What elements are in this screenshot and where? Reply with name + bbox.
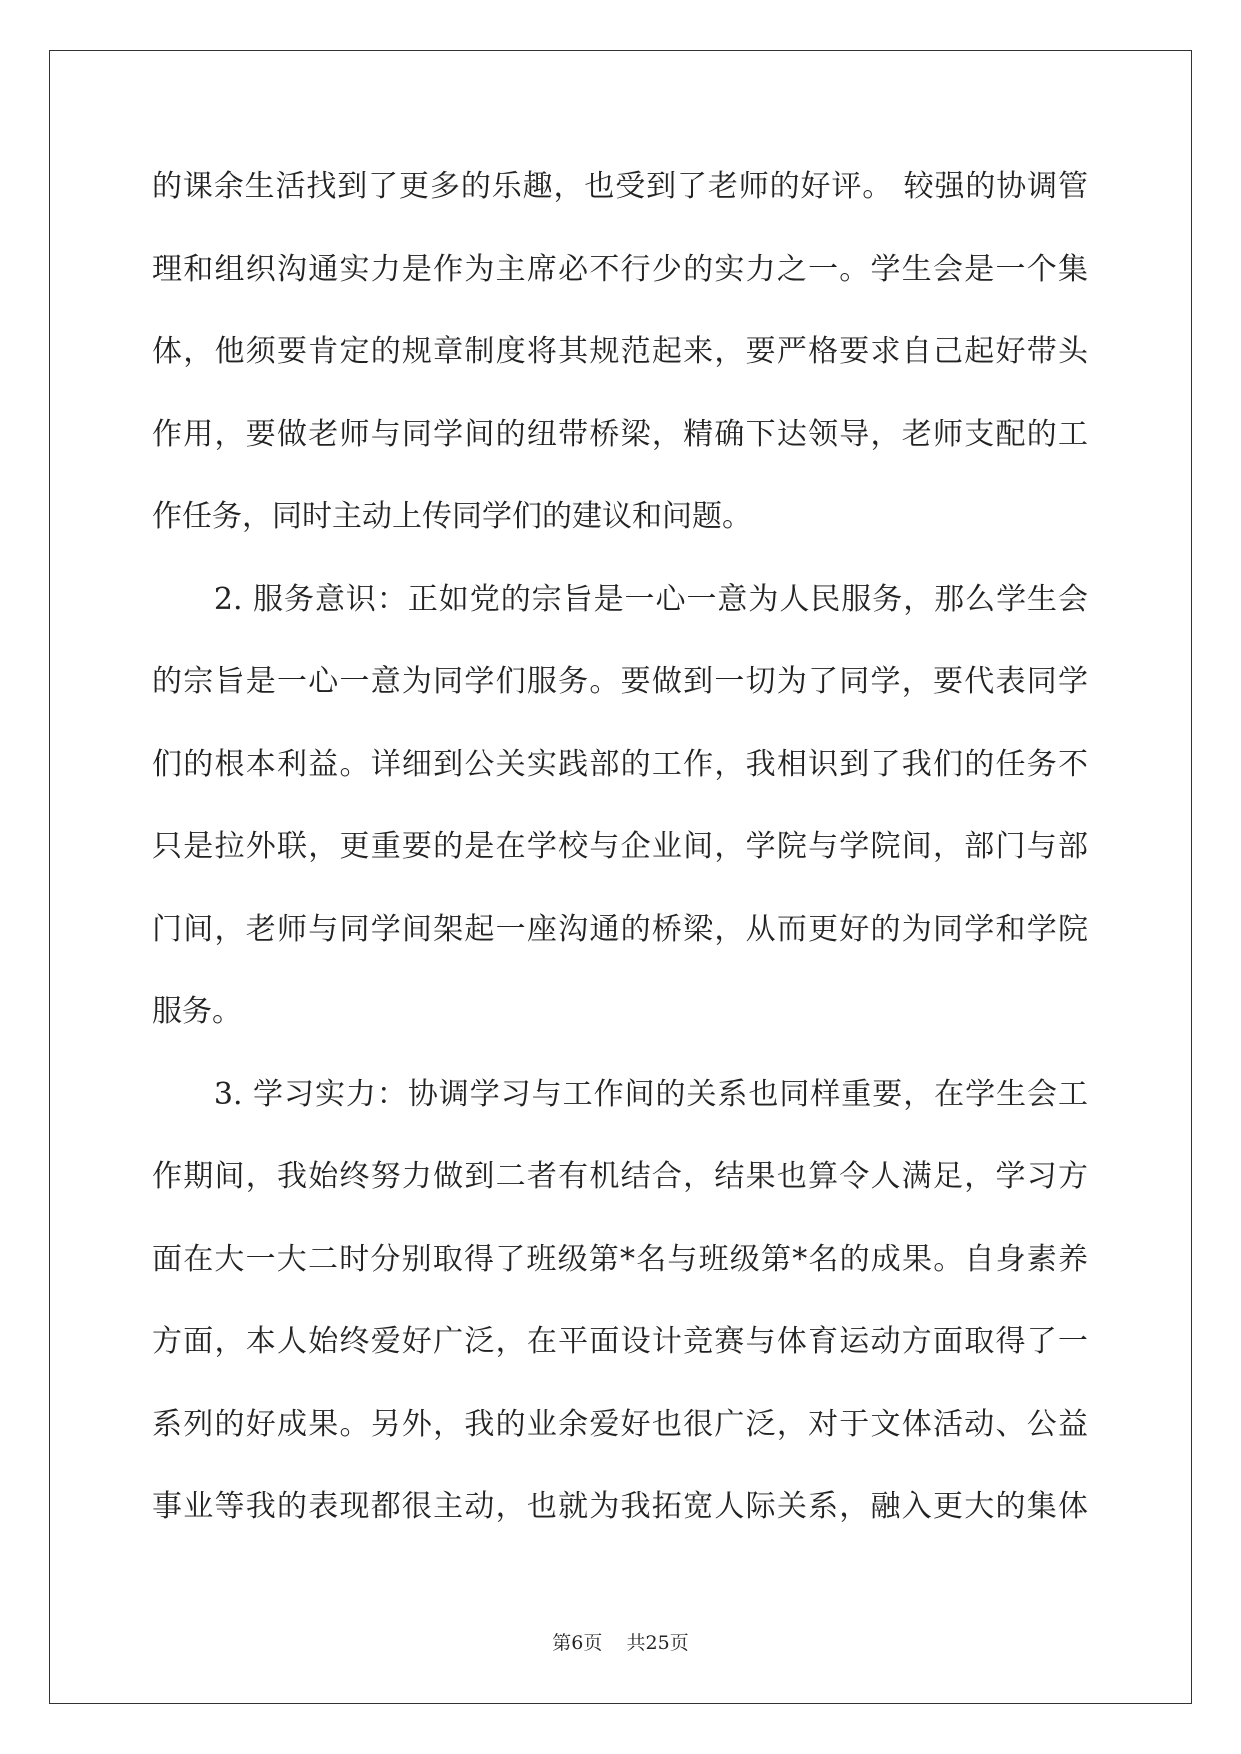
text-line: 方面，本人始终爱好广泛，在平面设计竞赛与体育运动方面取得了一 bbox=[152, 1324, 1088, 1359]
page-total: 共25页 bbox=[626, 1632, 689, 1654]
text-line: 们的根本利益。详细到公关实践部的工作，我相识到了我们的任务不 bbox=[152, 746, 1088, 782]
text-line: 2. 服务意识：正如党的宗旨是一心一意为人民服务，那么学生会 bbox=[152, 581, 1088, 617]
text-line: 面在大一大二时分别取得了班级第*名与班级第*名的成果。自身素养 bbox=[152, 1241, 1088, 1277]
text-line: 的宗旨是一心一意为同学们服务。要做到一切为了同学，要代表同学 bbox=[152, 664, 1088, 699]
text-line: 系列的好成果。另外，我的业余爱好也很广泛，对于文体活动、公益 bbox=[152, 1406, 1088, 1442]
text-line: 作任务，同时主动上传同学们的建议和问题。 bbox=[152, 499, 752, 534]
text-line: 体，他须要肯定的规章制度将其规范起来，要严格要求自己起好带头 bbox=[152, 334, 1088, 369]
text-line: 事业等我的表现都很主动，也就为我拓宽人际关系，融入更大的集体 bbox=[152, 1489, 1088, 1524]
document-body bbox=[152, 164, 1088, 1567]
text-line: 门间，老师与同学间架起一座沟通的桥梁，从而更好的为同学和学院 bbox=[152, 911, 1088, 947]
page-number: 第6页 bbox=[552, 1632, 603, 1654]
text-line: 只是拉外联，更重要的是在学校与企业间，学院与学院间，部门与部 bbox=[152, 829, 1088, 864]
text-line: 作用，要做老师与同学间的纽带桥梁，精确下达领导，老师支配的工 bbox=[152, 416, 1088, 452]
text-line: 的课余生活找到了更多的乐趣，也受到了老师的好评。 较强的协调管 bbox=[152, 169, 1088, 204]
footer-separator bbox=[602, 1632, 626, 1654]
text-line: 3. 学习实力：协调学习与工作间的关系也同样重要，在学生会工 bbox=[152, 1076, 1088, 1112]
text-line: 作期间，我始终努力做到二者有机结合，结果也算令人满足，学习方 bbox=[152, 1159, 1088, 1194]
text-line: 服务。 bbox=[152, 994, 242, 1029]
page-footer bbox=[0, 1631, 1241, 1655]
text-line: 理和组织沟通实力是作为主席必不行少的实力之一。学生会是一个集 bbox=[152, 251, 1088, 287]
